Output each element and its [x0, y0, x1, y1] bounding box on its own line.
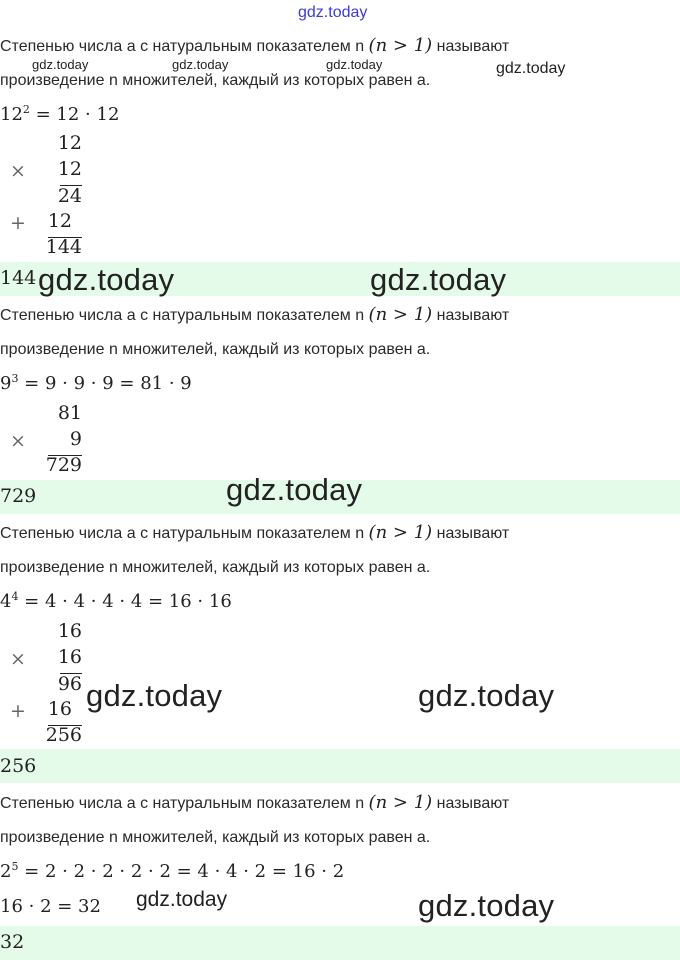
partial-product-2: 16 — [47, 698, 72, 720]
mult-operand-2: 12 — [57, 158, 82, 180]
mult-result: 256 — [45, 724, 82, 746]
definition-line-2: произведение n множителей, каждый из которых равен а. — [0, 829, 431, 846]
definition-line-2: произведение n множителей, каждый из которых равен а. — [0, 72, 431, 89]
mult-result: 144 — [45, 236, 82, 258]
power-formula — [0, 860, 344, 882]
definition-line-2: произведение n множителей, каждый из которых равен а. — [0, 559, 431, 576]
definition-text-end: называют — [436, 307, 510, 324]
partial-product-1: 24 — [57, 185, 82, 207]
watermark-medium: gdz.today — [496, 60, 566, 77]
power-formula — [0, 372, 192, 394]
definition-text: Степенью числа а с натуральным показателем n — [0, 525, 365, 542]
answer-value: 144 — [0, 267, 37, 289]
definition-condition: (n > 1) — [368, 35, 433, 56]
watermark-large: gdz.today — [86, 678, 223, 713]
formula-exponent: 2 — [22, 103, 30, 116]
answer-value: 256 — [0, 755, 37, 777]
formula-expansion: = 2 · 2 · 2 · 2 · 2 = 4 · 4 · 2 = 16 · 2 — [18, 861, 345, 882]
partial-product-1: 96 — [57, 673, 82, 695]
definition-text: Степенью числа а с натуральным показателем n — [0, 307, 365, 324]
plus-sign: + — [10, 700, 26, 722]
definition-text: Степенью числа а с натуральным показателем n — [0, 38, 365, 55]
mult-operand-1: 16 — [57, 620, 82, 642]
formula-exponent: 3 — [11, 372, 19, 385]
power-formula — [0, 103, 119, 125]
answer-value: 729 — [0, 485, 37, 507]
formula-exponent: 5 — [11, 860, 19, 873]
answer-band-3 — [0, 749, 680, 783]
mult-operand-2: 16 — [57, 646, 82, 668]
watermark-large: gdz.today — [418, 678, 555, 713]
watermark-top: gdz.today — [298, 4, 368, 21]
watermark-large: gdz.today — [370, 262, 507, 297]
mult-operand-1: 81 — [57, 402, 82, 424]
definition-condition: (n > 1) — [368, 792, 433, 813]
definition-text-end: называют — [436, 795, 510, 812]
formula-expansion: = 9 · 9 · 9 = 81 · 9 — [18, 373, 192, 394]
watermark-large: gdz.today — [226, 472, 363, 507]
formula-base: 9 — [0, 373, 12, 394]
mult-result: 729 — [45, 454, 82, 476]
formula-base: 4 — [0, 591, 12, 612]
watermark-large: gdz.today — [38, 262, 175, 297]
formula-base: 12 — [0, 104, 23, 125]
definition-line-1 — [0, 792, 509, 813]
definition-text-end: называют — [436, 38, 510, 55]
definition-line-1 — [0, 304, 509, 325]
multiplication-line: 16 · 2 = 32 — [0, 896, 101, 917]
formula-base: 2 — [0, 861, 12, 882]
times-sign: × — [10, 430, 26, 452]
watermark-small: gdz.today — [172, 57, 229, 72]
definition-text: Степенью числа а с натуральным показателем n — [0, 795, 365, 812]
watermark-small: gdz.today — [32, 57, 89, 72]
partial-product-2: 12 — [47, 210, 72, 232]
times-sign: × — [10, 648, 26, 670]
watermark-medium: gdz.today — [136, 888, 228, 911]
watermark-small: gdz.today — [326, 57, 383, 72]
answer-value: 32 — [0, 931, 25, 953]
formula-expansion: = 4 · 4 · 4 · 4 = 16 · 16 — [18, 591, 232, 612]
mult-operand-1: 12 — [57, 132, 82, 154]
definition-text-end: называют — [436, 525, 510, 542]
definition-line-1 — [0, 35, 509, 56]
plus-sign: + — [10, 212, 26, 234]
formula-exponent: 4 — [11, 590, 19, 603]
mult-operand-2: 9 — [69, 428, 82, 450]
watermark-large: gdz.today — [418, 888, 555, 923]
definition-line-1 — [0, 522, 509, 543]
power-formula — [0, 590, 232, 612]
formula-expansion: = 12 · 12 — [29, 104, 120, 125]
times-sign: × — [10, 160, 26, 182]
definition-line-2: произведение n множителей, каждый из которых равен а. — [0, 341, 431, 358]
answer-band-4 — [0, 926, 680, 960]
definition-condition: (n > 1) — [368, 522, 433, 543]
definition-condition: (n > 1) — [368, 304, 433, 325]
